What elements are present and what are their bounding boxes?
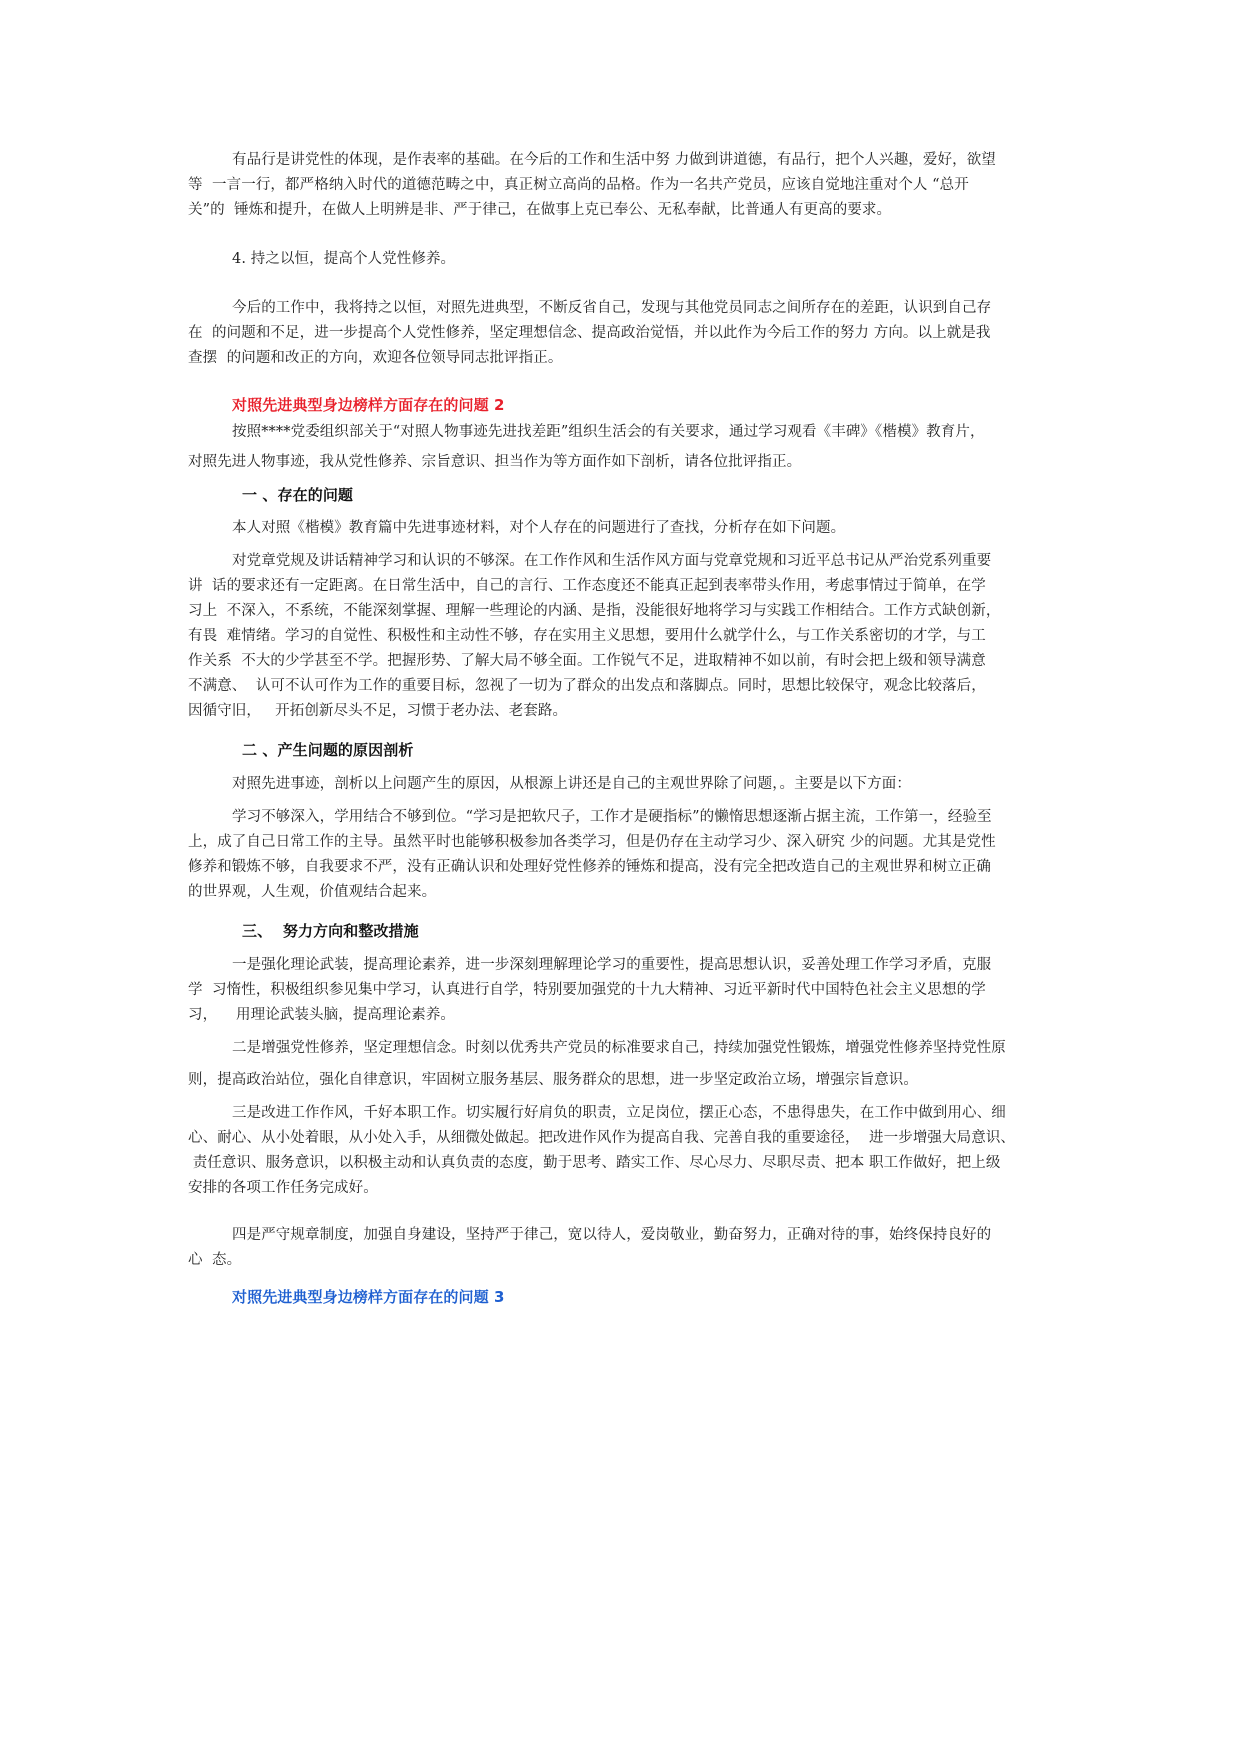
text-line: 讲 话的要求还有一定距离。在日常生活中，自己的言行、工作态度还不能真正起到表率带头作用，考虑事情过于简单，在学	[188, 578, 986, 594]
text-line: 习， 用理论武装头脑，提高理论素养。	[188, 1007, 456, 1023]
text-line: 因循守旧， 开拓创新尽头不足，习惯于老办法、老套路。	[188, 703, 568, 719]
text-line: 作关系 不大的少学甚至不学。把握形势、了解大局不够全面。工作锐气不足，进取精神不如以前，有时会把上级和领导满意	[188, 653, 986, 669]
text-line: 安排的各项工作任务完成好。	[188, 1180, 378, 1196]
text-line: 有品行是讲党性的体现，是作表率的基础。在今后的工作和生活中努 力做到讲道德，有品行，把个人兴趣，爱好，欲望	[232, 152, 996, 168]
text-line: 学习不够深入，学用结合不够到位。“学习是把软尺子，工作才是硬指标”的懒惰思想逐渐占据主流，工作第一，经验至	[232, 809, 992, 825]
text-line: 本人对照《楷模》教育篇中先进事迹材料，对个人存在的问题进行了查找，分析存在如下问题。	[232, 520, 846, 536]
heading: 对照先进典型身边榜样方面存在的问题 2	[232, 396, 505, 414]
text-line: 对党章党规及讲话精神学习和认识的不够深。在工作作风和生活作风方面与党章党规和习近平总书记从严治党系列重要	[232, 553, 992, 569]
text-line: 一是强化理论武装，提高理论素养，进一步深刻理解理论学习的重要性，提高思想认识，妥善处理工作学习矛盾，克服	[232, 957, 992, 973]
text-line: 习上 不深入，不系统，不能深刻掌握、理解一些理论的内涵、是指，没能很好地将学习与实践工作相结合。工作方式缺创新，	[188, 603, 1001, 619]
text-line: 在 的问题和不足，进一步提高个人党性修养，坚定理想信念、提高政治觉悟，并以此作为今后工作的努力 方向。以上就是我	[188, 325, 991, 341]
text-line: 等 一言一行，都严格纳入时代的道德范畴之中，真正树立高尚的品格。作为一名共产党员，应该自觉地注重对个人 “总开	[188, 177, 969, 193]
section-heading: 一 、存在的问题	[242, 486, 354, 504]
text-line: 上，成了自己日常工作的主导。虽然平时也能够积极参加各类学习，但是仍存在主动学习少、深入研究 少的问题。尤其是党性	[188, 834, 996, 850]
text-line: 4. 持之以恒，提高个人党性修养。	[232, 251, 456, 267]
text-line: 今后的工作中，我将持之以恒，对照先进典型，不断反省自己，发现与其他党员同志之间所存在的差距，认识到自己存	[232, 300, 992, 316]
text-line: 修养和锻炼不够，自我要求不严，没有正确认识和处理好党性修养的锤炼和提高，没有完全把改造自己的主观世界和树立正确	[188, 859, 991, 875]
text-line: 则，提高政治站位，强化自律意识，牢固树立服务基层、服务群众的思想，进一步坚定政治立场，增强宗旨意识。	[188, 1072, 918, 1088]
text-line: 不满意、 认可不认可作为工作的重要目标，忽视了一切为了群众的出发点和落脚点。同时，思想比较保守，观念比较落后，	[188, 678, 986, 694]
text-line: 四是严守规章制度，加强自身建设，坚持严于律己，宽以待人，爱岗敬业，勤奋努力，正确对待的事，始终保持良好的	[232, 1227, 992, 1243]
text-line: 查摆 的问题和改正的方向，欢迎各位领导同志批评指正。	[188, 350, 563, 366]
text-line: 心 态。	[188, 1252, 242, 1268]
text-line: 对照先进人物事迹，我从党性修养、宗旨意识、担当作为等方面作如下剖析，请各位批评指正。	[188, 454, 802, 470]
section-heading: 二 、产生问题的原因剖析	[242, 741, 414, 759]
text-line: 学 习惰性，积极组织参见集中学习，认真进行自学，特别要加强党的十九大精神、习近平新时代中国特色社会主义思想的学	[188, 982, 986, 998]
text-line: 三是改进工作作风，千好本职工作。切实履行好肩负的职责，立足岗位，摆正心态，不患得患失，在工作中做到用心、细	[232, 1105, 1006, 1121]
section-heading: 三、 努力方向和整改措施	[242, 922, 419, 940]
text-line: 的世界观，人生观，价值观结合起来。	[188, 884, 437, 900]
text-line: 对照先进事迹，剖析以上问题产生的原因，从根源上讲还是自己的主观世界除了问题，。主要是以下方面：	[232, 776, 911, 792]
text-line: 按照****党委组织部关于“对照人物事迹先进找差距”组织生活会的有关要求，通过学习观看《丰碑》《楷模》教育片，	[232, 424, 985, 440]
text-line: 心、耐心、从小处着眼，从小处入手，从细微处做起。把改进作风作为提高自我、完善自我的重要途径， 进一步增强大局意识、	[188, 1130, 1016, 1146]
text-line: 责任意识、服务意识，以积极主动和认真负责的态度，勤于思考、踏实工作、尽心尽力、尽职尽责、把本 职工作做好，把上级	[188, 1155, 1001, 1171]
text-line: 关”的 锤炼和提升，在做人上明辨是非、严于律己，在做事上克已奉公、无私奉献，比普通人有更高的要求。	[188, 202, 892, 218]
heading: 对照先进典型身边榜样方面存在的问题 3	[232, 1288, 505, 1306]
text-line: 有畏 难情绪。学习的自觉性、积极性和主动性不够，存在实用主义思想，要用什么就学什么，与工作关系密切的才学，与工	[188, 628, 986, 644]
text-line: 二是增强党性修养，坚定理想信念。时刻以优秀共产党员的标准要求自己，持续加强党性锻炼，增强党性修养坚持党性原	[232, 1040, 1006, 1056]
